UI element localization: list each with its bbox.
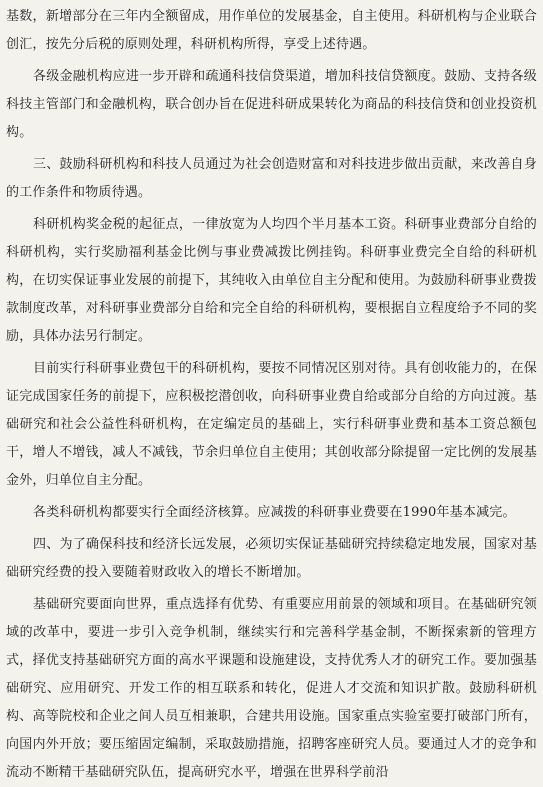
paragraph-6: 各类科研机构都要实行全面经济核算。应减拨的科研事业费要在1990年基本减完。 (33, 505, 516, 520)
paragraph-2: 各级金融机构应进一步开辟和疏通科技信贷渠道，增加科技信贷额度。鼓励、支持各级科技主管部门和金融机构，联合创办旨在促进科研成果转化为商品的科技信贷和创业投资机构。 (6, 69, 537, 140)
paragraph-1: 基数，新增部分在三年内全额留成，用作单位的发展基金，自主使用。科研机构与企业联合创汇，按先分后税的原则处理，科研机构所得，享受上述待遇。 (6, 9, 537, 52)
paragraph-4: 科研机构奖金税的起征点，一律放宽为人均四个半月基本工资。科研事业费部分自给的科研机构，实行奖励福利基金比例与事业费减拨比例挂钩。科研事业费完全自给的科研机构，在切实保证事业发展的前提下，其纯收入由单位自主分配和使用。为鼓励科研事业费拨款制度改革，对科研事业费部分自给和完全自给的科研机构，要根据自立程度给予不同的奖励，具体办法另行制定。 (6, 217, 537, 344)
paragraph-7: 四、为了确保科技和经济长远发展，必须切实保证基础研究持续稳定地发展，国家对基础研究经费的投入要随着财政收入的增长不断增加。 (6, 537, 537, 580)
paragraph-8: 基础研究要面向世界，重点选择有优势、有重要应用前景的领域和项目。在基础研究领域的改革中，要进一步引入竞争机制，继续实行和完善科学基金制，不断探索新的管理方式，择优支持基础研究方面的高水平课题和设施建设，支持优秀人才的研究工作。要加强基础研究、应用研究、开发工作的相互联系和转化，促进人才交流和知识扩散。鼓励科研机构、高等院校和企业之间人员互相兼职，合建共用设施。国家重点实验室要打破部门所有，向国内外开放；要压缩固定编制，采取鼓励措施，招聘客座研究人员。要通过人才的竞争和流动不断精干基础研究队伍，提高研究水平，增强在世界科学前沿 (6, 597, 537, 780)
paragraph-3: 三、鼓励科研机构和科技人员通过为社会创造财富和对科技进步做出贡献，来改善自身的工作条件和物质待遇。 (6, 157, 537, 200)
paragraph-5: 目前实行科研事业费包干的科研机构，要按不同情况区别对待。具有创收能力的，在保证完成国家任务的前提下，应积极挖潜创收，向科研事业费自给或部分自给的方向过渡。基础研究和社会公益性科研机构，在定编定员的基础上，实行科研事业费和基本工资总额包干，增人不增钱，减人不减钱，节余归单位自主使用；其创收部分除提留一定比例的发展基金外，归单位自主分配。 (6, 361, 537, 488)
